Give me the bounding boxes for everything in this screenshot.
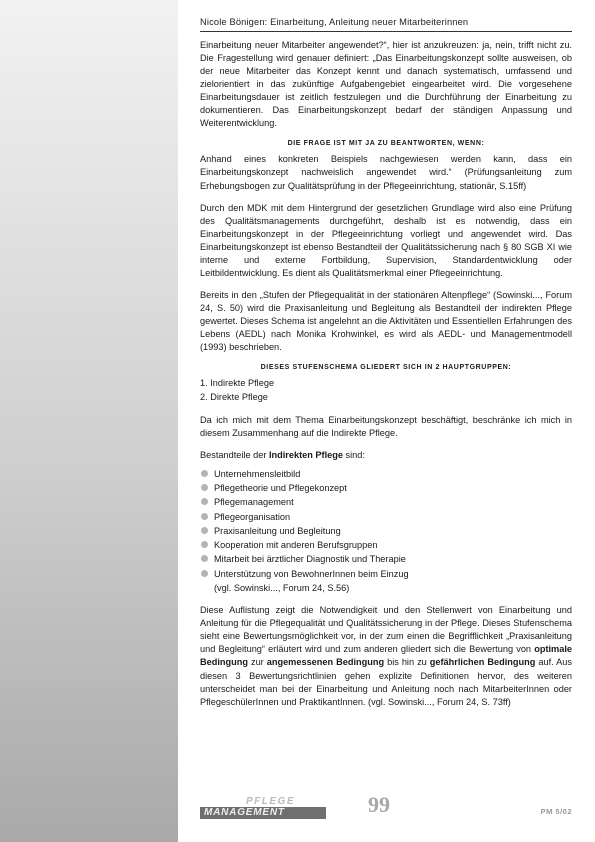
list-item-text: Pflegetheorie und Pflegekonzept [214,483,347,494]
magazine-logo [200,797,326,819]
paragraph-7-text-g: auf. Aus diesen 3 Bewertungsrichtlinien gehen explizite Definitionen hervor, des weiteren unterscheidet man bei der Einarbeitung und Anleitung noch nach MitarbeiterInnen oder PflegeschülerInnen und PraktikantInnen. (vgl. Sowinski..., Forum 24, S. 73ff) [200,657,572,707]
paragraph-7-text-c: zur [247,657,267,668]
list-item [200,481,572,495]
paragraph-3: Durch den MDK mit dem Hintergrund der gesetzlichen Grundlage wird also eine Prüfung des Qualitätsmanagements durchgeführt, deshalb ist es notwendig, dass ein Einarbeitungskonzept in der Pflegeeinrichtung vorliegt und angewendet wird. Das Einarbeitungskonzept ist ebenso Bestandteil der Qualitätssicherung nach § 80 SGB XI wie interne und externe Fortbildung, Supervision, Standardentwicklung oder Leitbildentwicklung. Es dient als Qualitätsmerkmal einer Pflegeeinrichtung. [200,202,572,278]
list-item [200,510,572,524]
list-item-text: Unterstützung von BewohnerInnen beim Einzug [214,568,409,579]
list-item-text: Unternehmensleitbild [214,468,301,479]
paragraph-4: Bereits in den „Stufen der Pflegequalität in der stationären Altenpflege“ (Sowinski..., Forum 24, S. 50) wird die Praxisanleitung und Begleitung als Bestandteil der indirekten Pflege gewertet. Dieses Schema ist angelehnt an die Aktivitäten und Essentiellen Erfahrungen des Lebens (AEDL) nach Monika Krohwinkel, es wird als AEDL- und Managementmodell (1993) beschrieben. [200,289,572,353]
bullet-icon [201,498,208,505]
components-list [200,467,572,595]
bullet-icon [201,513,208,520]
paragraph-5: Da ich mich mit dem Thema Einarbeitungskonzept beschäftigt, beschränke ich mich in diesem Zusammenhang auf die Indirekte Pflege. [200,414,572,438]
issue-label: PM 5/02 [540,807,572,816]
list-item [200,567,572,581]
list-item-text: Praxisanleitung und Begleitung [214,525,341,536]
bullet-icon [201,555,208,562]
components-citation: (vgl. Sowinski..., Forum 24, S.56) [214,582,350,593]
list-item-text: Kooperation mit anderen Berufsgruppen [214,540,378,551]
bullet-icon [201,484,208,491]
paragraph-7-text-e: bis hin zu [384,657,430,668]
paragraph-6-bold: Indirekten Pflege [268,449,343,460]
paragraph-2: Anhand eines konkreten Beispiels nachgewiesen werden kann, dass ein Einarbeitungskonzept nachweislich angewendet wird.“ (Prüfungsanleitung zum Erhebungsbogen zur Qualitätsprüfung in der Pflegeeinrichtung, stationär, S.15ff) [200,154,572,191]
list-item-text: Mitarbeit bei ärztlicher Diagnostik und Therapie [214,554,406,565]
list-item-text: Pflegemanagement [214,497,294,508]
article-body [200,39,572,718]
paragraph-7-text-a: Diese Auflistung zeigt die Notwendigkeit und den Stellenwert von Einarbeitung und Anleitung für die Pflegequalität und Qualitätssicherung in der Pflege. Dieses Stufenschema sieht eine Bewertungsmöglichkeit vor, in der zum einen die Begrifflichkeit „Praxisanleitung und Begleitung“ erläutert wird und zum anderen gliedert sich die Bewertung von [200,605,572,655]
header-rule [200,31,572,32]
paragraph-6 [200,449,572,462]
paragraph-6-suffix: sind: [342,449,365,460]
optimal-condition: optimale Bedingung [200,644,572,668]
dangerous-condition: gefährlichen Bedingung [429,657,536,668]
logo-bottom-text: MANAGEMENT [204,807,285,818]
running-header: Nicole Bönigen: Einarbeitung, Anleitung neuer Mitarbeiterinnen [200,17,469,27]
adequate-condition: angemessenen Bedingung [266,657,385,668]
subheading-1: DIE FRAGE IST MIT JA ZU BEANTWORTEN, WENN: [287,140,485,148]
bullet-icon [201,541,208,548]
page-number: 99 [368,792,390,817]
sidebar-gradient [0,0,178,842]
bullet-icon [201,570,208,577]
subheading-2: DIESES STUFENSCHEMA GLIEDERT SICH IN 2 HAUPTGRUPPEN: [260,364,512,372]
bullet-icon [201,470,208,477]
paragraph-6-prefix: Bestandteile der [200,449,269,460]
paragraph-1: Einarbeitung neuer Mitarbeiter angewendet?“, hier ist anzukreuzen: ja, nein, trifft nicht zu. Die Fragestellung wird genauer definiert: „Das Einarbeitungskonzept sollte ausweisen, ob der neue Mitarbeiter das Konzept kennt und danach systematisch, umfassend und zielorientiert in das zukünftige Aufgabengebiet eingearbeitet wird. Die vorgesehene Einarbeitungsdauer ist zeitlich festzulegen und die Durchführung der Einarbeitung zu dokumentieren. Das Einarbeitungskonzept bedarf der ständigen Anpassung und Weiterentwicklung. [200,40,572,129]
page-footer [200,792,572,821]
list-item-text: Pflegeorganisation [214,511,291,522]
group-list [200,377,572,405]
paragraph-7 [200,604,572,709]
group-item: 1. Indirekte Pflege [200,378,275,389]
list-item [200,467,572,481]
logo-top-text: PFLEGE [246,796,296,807]
bullet-icon [201,527,208,534]
list-item [200,524,572,538]
list-item [200,495,572,509]
list-item [200,552,572,566]
list-item [200,538,572,552]
group-item: 2. Direkte Pflege [200,391,268,402]
